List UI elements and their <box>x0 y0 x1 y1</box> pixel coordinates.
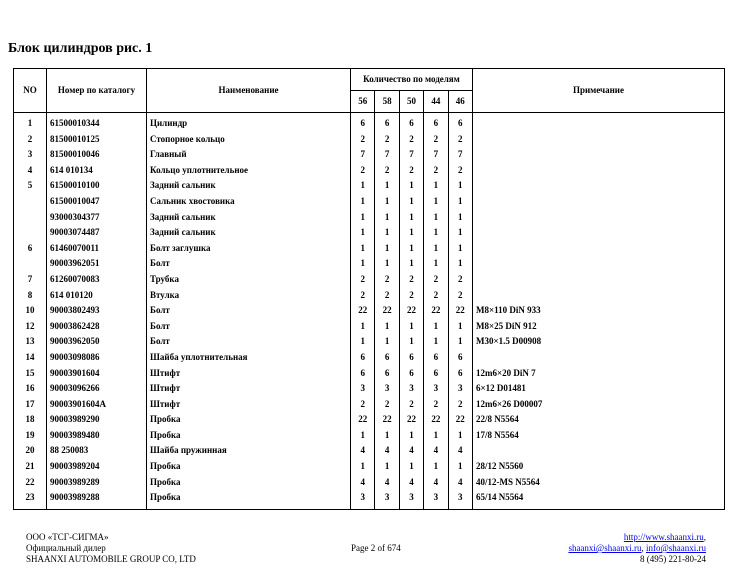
row-note <box>472 288 724 304</box>
parts-table <box>13 68 725 510</box>
row-qty-46: 1 <box>448 194 472 210</box>
row-qty-44: 1 <box>424 459 448 475</box>
email-link-shaanxi[interactable]: shaanxi@shaanxi.ru <box>568 543 642 553</box>
row-catalog-number: 614 010120 <box>47 288 147 304</box>
row-name: Задний сальник <box>147 178 351 194</box>
footer-page-number: Page 2 of 674 <box>351 543 401 553</box>
row-qty-58: 2 <box>375 132 399 148</box>
table-row <box>14 225 725 241</box>
row-name: Штифт <box>147 366 351 382</box>
row-name: Задний сальник <box>147 210 351 226</box>
row-no <box>14 225 47 241</box>
row-qty-50: 1 <box>399 334 423 350</box>
row-name: Болт <box>147 303 351 319</box>
row-catalog-number: 90003901604A <box>47 397 147 413</box>
row-qty-56: 1 <box>351 178 375 194</box>
row-qty-58: 22 <box>375 412 399 428</box>
row-qty-44: 6 <box>424 350 448 366</box>
row-qty-44: 1 <box>424 178 448 194</box>
row-qty-46: 2 <box>448 163 472 179</box>
row-catalog-number: 90003989288 <box>47 490 147 509</box>
row-no: 20 <box>14 443 47 459</box>
row-no: 17 <box>14 397 47 413</box>
row-catalog-number: 61500010047 <box>47 194 147 210</box>
row-name: Штифт <box>147 381 351 397</box>
row-qty-44: 1 <box>424 210 448 226</box>
row-qty-56: 4 <box>351 443 375 459</box>
row-no: 12 <box>14 319 47 335</box>
row-no: 18 <box>14 412 47 428</box>
row-qty-58: 7 <box>375 147 399 163</box>
row-note: 40/12-MS N5564 <box>472 475 724 491</box>
row-no: 7 <box>14 272 47 288</box>
row-qty-56: 1 <box>351 241 375 257</box>
table-row <box>14 350 725 366</box>
row-catalog-number: 61500010100 <box>47 178 147 194</box>
row-qty-50: 4 <box>399 475 423 491</box>
row-no: 22 <box>14 475 47 491</box>
row-note <box>472 350 724 366</box>
row-qty-58: 1 <box>375 459 399 475</box>
row-qty-56: 3 <box>351 490 375 509</box>
row-qty-58: 1 <box>375 256 399 272</box>
row-no <box>14 256 47 272</box>
row-qty-46: 1 <box>448 459 472 475</box>
row-note: 6×12 D01481 <box>472 381 724 397</box>
footer-company: ООО «ТСГ-СИГМА» <box>26 532 109 542</box>
row-qty-50: 1 <box>399 319 423 335</box>
table-row <box>14 178 725 194</box>
row-qty-58: 1 <box>375 210 399 226</box>
row-qty-50: 7 <box>399 147 423 163</box>
website-suffix: , <box>703 532 706 542</box>
row-note <box>472 194 724 210</box>
row-name: Болт <box>147 319 351 335</box>
row-qty-58: 1 <box>375 334 399 350</box>
row-note <box>472 241 724 257</box>
row-qty-46: 1 <box>448 210 472 226</box>
footer-group: SHAANXI AUTOMOBILE GROUP CO, LTD <box>26 554 196 564</box>
row-note: M30×1.5 D00908 <box>472 334 724 350</box>
table-row <box>14 319 725 335</box>
footer-phone: 8 (495) 221-80-24 <box>640 554 706 564</box>
row-qty-46: 1 <box>448 319 472 335</box>
row-note <box>472 163 724 179</box>
row-no: 3 <box>14 147 47 163</box>
row-qty-58: 2 <box>375 272 399 288</box>
row-qty-44: 6 <box>424 113 448 132</box>
table-row <box>14 412 725 428</box>
row-qty-44: 7 <box>424 147 448 163</box>
row-qty-56: 2 <box>351 163 375 179</box>
row-no: 19 <box>14 428 47 444</box>
table-row <box>14 428 725 444</box>
row-qty-44: 2 <box>424 272 448 288</box>
row-qty-56: 2 <box>351 397 375 413</box>
row-qty-50: 1 <box>399 428 423 444</box>
email-separator: , <box>641 543 646 553</box>
row-note: 12m6×20 DiN 7 <box>472 366 724 382</box>
footer-dealer: Официальный дилер <box>26 543 106 553</box>
row-qty-58: 1 <box>375 319 399 335</box>
row-qty-46: 6 <box>448 113 472 132</box>
row-qty-44: 2 <box>424 132 448 148</box>
row-qty-50: 1 <box>399 241 423 257</box>
row-qty-56: 1 <box>351 225 375 241</box>
header-catalog: Номер по каталогу <box>47 69 147 113</box>
table-row <box>14 163 725 179</box>
row-qty-56: 22 <box>351 412 375 428</box>
row-name: Цилиндр <box>147 113 351 132</box>
row-qty-46: 1 <box>448 334 472 350</box>
row-qty-56: 1 <box>351 319 375 335</box>
row-qty-56: 2 <box>351 272 375 288</box>
table-body <box>14 113 725 510</box>
footer-left <box>26 532 196 565</box>
row-catalog-number: 90003862428 <box>47 319 147 335</box>
row-qty-46: 4 <box>448 475 472 491</box>
row-qty-46: 1 <box>448 256 472 272</box>
row-catalog-number: 61500010344 <box>47 113 147 132</box>
row-qty-44: 1 <box>424 194 448 210</box>
row-qty-50: 1 <box>399 459 423 475</box>
row-qty-50: 3 <box>399 381 423 397</box>
row-catalog-number: 90003989290 <box>47 412 147 428</box>
row-qty-44: 2 <box>424 288 448 304</box>
row-catalog-number: 61460070011 <box>47 241 147 257</box>
row-qty-46: 22 <box>448 412 472 428</box>
row-qty-50: 1 <box>399 256 423 272</box>
row-qty-46: 3 <box>448 381 472 397</box>
table-row <box>14 303 725 319</box>
row-qty-46: 1 <box>448 428 472 444</box>
row-no: 23 <box>14 490 47 509</box>
footer-right <box>568 532 706 565</box>
row-catalog-number: 90003962051 <box>47 256 147 272</box>
row-qty-50: 2 <box>399 397 423 413</box>
row-name: Стопорное кольцо <box>147 132 351 148</box>
table-row <box>14 272 725 288</box>
row-name: Задний сальник <box>147 225 351 241</box>
row-catalog-number: 90003989289 <box>47 475 147 491</box>
row-qty-44: 1 <box>424 225 448 241</box>
row-qty-44: 22 <box>424 303 448 319</box>
table-row <box>14 256 725 272</box>
row-note: 12m6×26 D00007 <box>472 397 724 413</box>
row-qty-58: 1 <box>375 428 399 444</box>
row-qty-46: 1 <box>448 241 472 257</box>
table-row <box>14 490 725 509</box>
row-qty-50: 2 <box>399 132 423 148</box>
row-qty-56: 1 <box>351 256 375 272</box>
row-qty-44: 4 <box>424 443 448 459</box>
row-name: Пробка <box>147 459 351 475</box>
row-qty-44: 2 <box>424 397 448 413</box>
row-name: Болт <box>147 256 351 272</box>
row-qty-58: 4 <box>375 443 399 459</box>
row-name: Пробка <box>147 412 351 428</box>
header-model-58: 58 <box>375 91 399 113</box>
row-no: 16 <box>14 381 47 397</box>
row-catalog-number: 90003989204 <box>47 459 147 475</box>
row-no: 4 <box>14 163 47 179</box>
row-qty-50: 6 <box>399 113 423 132</box>
row-name: Кольцо уплотнительное <box>147 163 351 179</box>
row-qty-56: 1 <box>351 459 375 475</box>
row-no: 10 <box>14 303 47 319</box>
table-row <box>14 132 725 148</box>
table-row <box>14 288 725 304</box>
row-qty-58: 2 <box>375 397 399 413</box>
row-qty-46: 2 <box>448 272 472 288</box>
row-note <box>472 132 724 148</box>
row-qty-58: 2 <box>375 163 399 179</box>
row-qty-56: 2 <box>351 288 375 304</box>
row-name: Штифт <box>147 397 351 413</box>
row-name: Шайба уплотнительная <box>147 350 351 366</box>
row-note <box>472 147 724 163</box>
row-qty-56: 6 <box>351 350 375 366</box>
row-catalog-number: 90003098086 <box>47 350 147 366</box>
table-row <box>14 210 725 226</box>
row-catalog-number: 90003989480 <box>47 428 147 444</box>
row-qty-46: 6 <box>448 366 472 382</box>
row-catalog-number: 93000304377 <box>47 210 147 226</box>
row-qty-46: 7 <box>448 147 472 163</box>
row-catalog-number: 90003802493 <box>47 303 147 319</box>
table-row <box>14 147 725 163</box>
row-qty-56: 1 <box>351 334 375 350</box>
row-qty-58: 1 <box>375 178 399 194</box>
row-qty-58: 6 <box>375 366 399 382</box>
row-name: Пробка <box>147 475 351 491</box>
row-qty-44: 1 <box>424 428 448 444</box>
row-name: Сальник хвостовика <box>147 194 351 210</box>
row-qty-58: 6 <box>375 350 399 366</box>
row-catalog-number: 90003962050 <box>47 334 147 350</box>
row-qty-58: 1 <box>375 194 399 210</box>
row-name: Болт заглушка <box>147 241 351 257</box>
row-qty-58: 4 <box>375 475 399 491</box>
row-catalog-number: 61260070083 <box>47 272 147 288</box>
row-qty-46: 6 <box>448 350 472 366</box>
table-row <box>14 366 725 382</box>
row-qty-50: 4 <box>399 443 423 459</box>
row-qty-44: 1 <box>424 256 448 272</box>
row-qty-58: 3 <box>375 381 399 397</box>
row-no: 5 <box>14 178 47 194</box>
table-row <box>14 241 725 257</box>
row-qty-50: 1 <box>399 210 423 226</box>
row-no: 2 <box>14 132 47 148</box>
row-catalog-number: 90003074487 <box>47 225 147 241</box>
row-qty-56: 22 <box>351 303 375 319</box>
page-title: Блок цилиндров рис. 1 <box>8 41 153 56</box>
row-qty-58: 3 <box>375 490 399 509</box>
row-qty-46: 2 <box>448 397 472 413</box>
table-row <box>14 459 725 475</box>
row-note: M8×25 DiN 912 <box>472 319 724 335</box>
row-note: 28/12 N5560 <box>472 459 724 475</box>
row-no: 15 <box>14 366 47 382</box>
row-note <box>472 210 724 226</box>
row-qty-44: 1 <box>424 334 448 350</box>
row-qty-56: 4 <box>351 475 375 491</box>
row-qty-56: 1 <box>351 428 375 444</box>
row-qty-44: 1 <box>424 241 448 257</box>
table-row <box>14 475 725 491</box>
row-qty-50: 1 <box>399 194 423 210</box>
row-qty-44: 4 <box>424 475 448 491</box>
email-link-info[interactable]: info@shaanxi.ru <box>645 543 706 553</box>
header-quantity: Количество по моделям <box>351 69 473 91</box>
table-row <box>14 194 725 210</box>
row-no: 1 <box>14 113 47 132</box>
row-note <box>472 225 724 241</box>
row-qty-50: 1 <box>399 225 423 241</box>
row-note <box>472 272 724 288</box>
row-name: Пробка <box>147 428 351 444</box>
row-note <box>472 178 724 194</box>
row-catalog-number: 81500010046 <box>47 147 147 163</box>
row-qty-44: 6 <box>424 366 448 382</box>
row-qty-56: 6 <box>351 113 375 132</box>
row-catalog-number: 88 250083 <box>47 443 147 459</box>
row-note: M8×110 DiN 933 <box>472 303 724 319</box>
header-note: Примечание <box>472 69 724 113</box>
row-qty-50: 2 <box>399 163 423 179</box>
row-qty-46: 2 <box>448 132 472 148</box>
row-qty-50: 6 <box>399 350 423 366</box>
row-qty-50: 2 <box>399 288 423 304</box>
row-qty-50: 3 <box>399 490 423 509</box>
row-qty-44: 22 <box>424 412 448 428</box>
website-link[interactable]: http://www.shaanxi.ru <box>623 532 704 542</box>
row-qty-56: 6 <box>351 366 375 382</box>
row-qty-44: 1 <box>424 319 448 335</box>
row-qty-58: 1 <box>375 241 399 257</box>
row-qty-56: 1 <box>351 210 375 226</box>
row-no: 21 <box>14 459 47 475</box>
row-no: 13 <box>14 334 47 350</box>
row-no: 14 <box>14 350 47 366</box>
row-note <box>472 256 724 272</box>
row-catalog-number: 90003096266 <box>47 381 147 397</box>
row-catalog-number: 81500010125 <box>47 132 147 148</box>
row-note: 65/14 N5564 <box>472 490 724 509</box>
row-qty-50: 2 <box>399 272 423 288</box>
row-qty-46: 3 <box>448 490 472 509</box>
row-qty-46: 22 <box>448 303 472 319</box>
row-qty-58: 22 <box>375 303 399 319</box>
row-note <box>472 443 724 459</box>
header-model-56: 56 <box>351 91 375 113</box>
row-name: Шайба пружинная <box>147 443 351 459</box>
row-qty-56: 2 <box>351 132 375 148</box>
table-row <box>14 381 725 397</box>
row-no <box>14 210 47 226</box>
row-qty-56: 7 <box>351 147 375 163</box>
row-name: Болт <box>147 334 351 350</box>
row-catalog-number: 90003901604 <box>47 366 147 382</box>
row-note <box>472 113 724 132</box>
row-name: Главный <box>147 147 351 163</box>
row-qty-50: 22 <box>399 412 423 428</box>
table-row <box>14 397 725 413</box>
row-no: 6 <box>14 241 47 257</box>
row-qty-46: 1 <box>448 178 472 194</box>
table-row <box>14 443 725 459</box>
header-model-50: 50 <box>399 91 423 113</box>
row-qty-58: 6 <box>375 113 399 132</box>
row-no <box>14 194 47 210</box>
header-no: NO <box>14 69 47 113</box>
row-name: Втулка <box>147 288 351 304</box>
row-qty-50: 22 <box>399 303 423 319</box>
row-qty-56: 3 <box>351 381 375 397</box>
header-model-44: 44 <box>424 91 448 113</box>
row-qty-44: 2 <box>424 163 448 179</box>
header-name: Наименование <box>147 69 351 113</box>
row-qty-58: 2 <box>375 288 399 304</box>
row-note: 22/8 N5564 <box>472 412 724 428</box>
row-qty-44: 3 <box>424 490 448 509</box>
row-qty-56: 1 <box>351 194 375 210</box>
row-name: Пробка <box>147 490 351 509</box>
row-qty-46: 4 <box>448 443 472 459</box>
row-qty-58: 1 <box>375 225 399 241</box>
header-model-46: 46 <box>448 91 472 113</box>
row-qty-44: 3 <box>424 381 448 397</box>
row-qty-50: 1 <box>399 178 423 194</box>
row-no: 8 <box>14 288 47 304</box>
row-qty-50: 6 <box>399 366 423 382</box>
table-row <box>14 113 725 132</box>
row-qty-46: 2 <box>448 288 472 304</box>
row-note: 17/8 N5564 <box>472 428 724 444</box>
row-name: Трубка <box>147 272 351 288</box>
row-qty-46: 1 <box>448 225 472 241</box>
table-row <box>14 334 725 350</box>
row-catalog-number: 614 010134 <box>47 163 147 179</box>
